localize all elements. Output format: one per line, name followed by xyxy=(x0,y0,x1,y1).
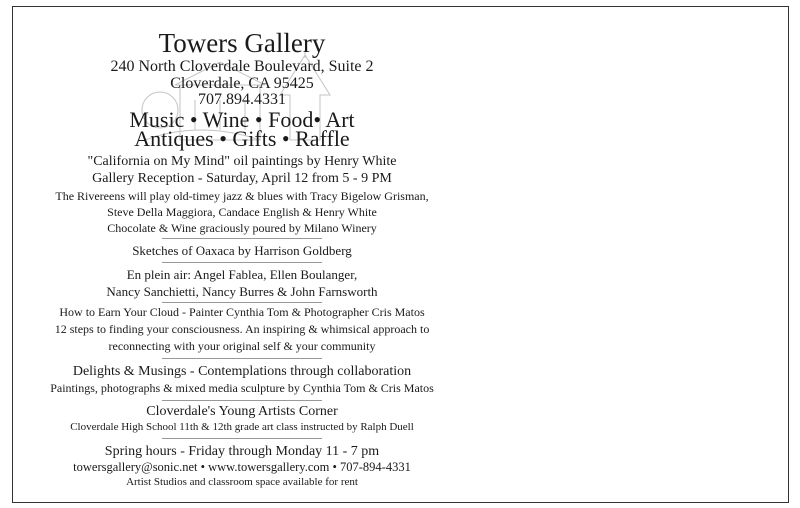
music-info-2: Steve Della Maggiora, Candace English & Henry White xyxy=(107,205,377,219)
divider xyxy=(162,302,322,303)
cloud-title: How to Earn Your Cloud - Painter Cynthia Tom & Photographer Cris Matos xyxy=(59,305,425,319)
contact-line: towersgallery@sonic.net • www.towersgallery.com • 707-894-4331 xyxy=(73,460,411,474)
tagline-1: Music • Wine • Food• Art xyxy=(129,107,355,132)
show-title: "California on My Mind" oil paintings by Henry White xyxy=(87,154,397,169)
plein-air-1: En plein air: Angel Fablea, Ellen Boulanger, xyxy=(126,267,358,282)
music-info: The Rivereens will play old-timey jazz & blues with Tracy Bigelow Grisman, xyxy=(55,189,429,203)
young-artists-desc: Cloverdale High School 11th & 12th grade art class instructed by Ralph Duell xyxy=(70,421,414,433)
divider xyxy=(162,262,322,263)
delights-desc: Paintings, photographs & mixed media sculpture by Cynthia Tom & Cris Matos xyxy=(50,381,434,395)
delights-title: Delights & Musings - Contemplations through collaboration xyxy=(72,364,412,379)
young-artists-title: Cloverdale's Young Artists Corner xyxy=(146,404,338,419)
hours: Spring hours - Friday through Monday 11 - 7 pm xyxy=(104,444,380,459)
divider xyxy=(162,358,322,359)
address: 240 North Cloverdale Boulevard, Suite 2 xyxy=(110,58,374,75)
sketches: Sketches of Oaxaca by Harrison Goldberg xyxy=(132,243,352,258)
divider xyxy=(162,438,322,439)
city: Cloverdale, CA 95425 xyxy=(170,75,314,92)
plein-air-2: Nancy Sanchietti, Nancy Burres & John Farnsworth xyxy=(106,284,378,299)
rental-note: Artist Studios and classroom space available for rent xyxy=(126,476,358,488)
wine-info: Chocolate & Wine graciously poured by Milano Winery xyxy=(107,221,377,235)
reception: Gallery Reception - Saturday, April 12 from 5 - 9 PM xyxy=(92,171,392,186)
divider xyxy=(162,238,322,239)
gallery-title: Towers Gallery xyxy=(158,28,326,58)
cloud-desc-2: reconnecting with your original self & your community xyxy=(108,339,376,353)
cloud-desc-1: 12 steps to finding your consciousness. An inspiring & whimsical approach to xyxy=(54,322,430,336)
divider xyxy=(162,400,322,401)
tagline-2: Antiques • Gifts • Raffle xyxy=(134,126,350,151)
phone: 707.894.4331 xyxy=(198,91,286,108)
